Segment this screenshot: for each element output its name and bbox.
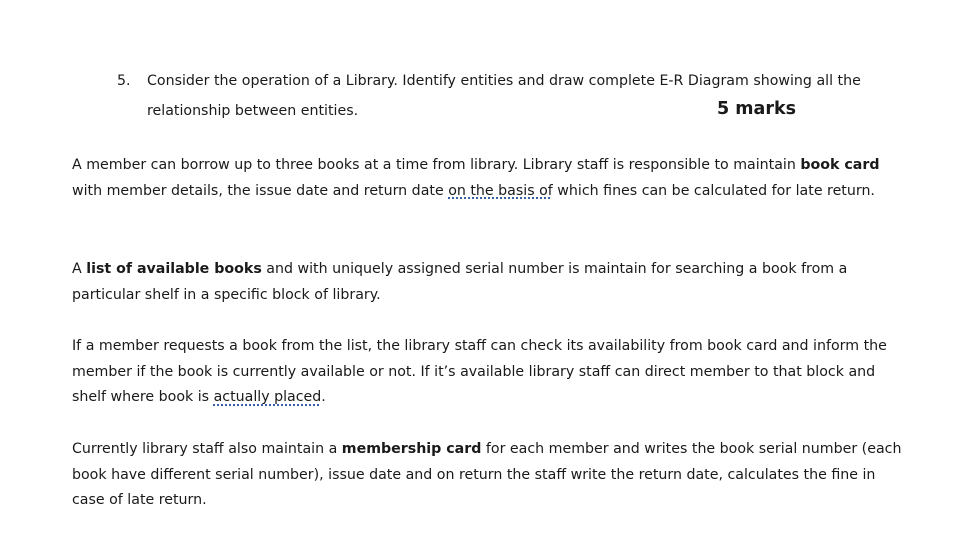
paragraph-book-card: A member can borrow up to three books at a time from library. Library staff is responsible to maintain book card with member details, the issue date and return date on the basis of which fines can be calculated for late return.: [72, 157, 880, 199]
question-line-1: [117, 73, 861, 89]
paragraph-request-book: If a member requests a book from the list, the library staff can check its availability from book card and inform the member if the book is currently available or not. If it’s available library staff can direct member to that block and shelf where book is actually placed.: [72, 338, 887, 405]
marks-label: 5 marks: [717, 99, 796, 119]
question-text-1: Consider the operation of a Library. Identify entities and draw complete E-R Diagram showing all the: [147, 73, 861, 89]
question-number: 5.: [117, 73, 131, 89]
question-line-2: [117, 103, 358, 119]
term-membership-card: membership card: [341, 441, 482, 457]
grammar-flag-actually-placed: actually placed: [213, 389, 322, 405]
term-list-of-available-books: list of available books: [86, 261, 262, 277]
question-text-2: relationship between entities.: [147, 103, 359, 119]
grammar-flag-on-the-basis-of: on the basis of: [448, 182, 553, 199]
term-book-card: book card: [800, 157, 880, 173]
paragraph-membership-card: Currently library staff also maintain a membership card for each member and writes the book serial number (each book have different serial number), issue date and on return the staff write the return date, calculates the fine in case of late return.: [72, 441, 902, 508]
paragraph-list-of-books: A list of available books and with uniquely assigned serial number is maintain for searching a book from a particular shelf in a specific block of library.: [72, 261, 848, 303]
